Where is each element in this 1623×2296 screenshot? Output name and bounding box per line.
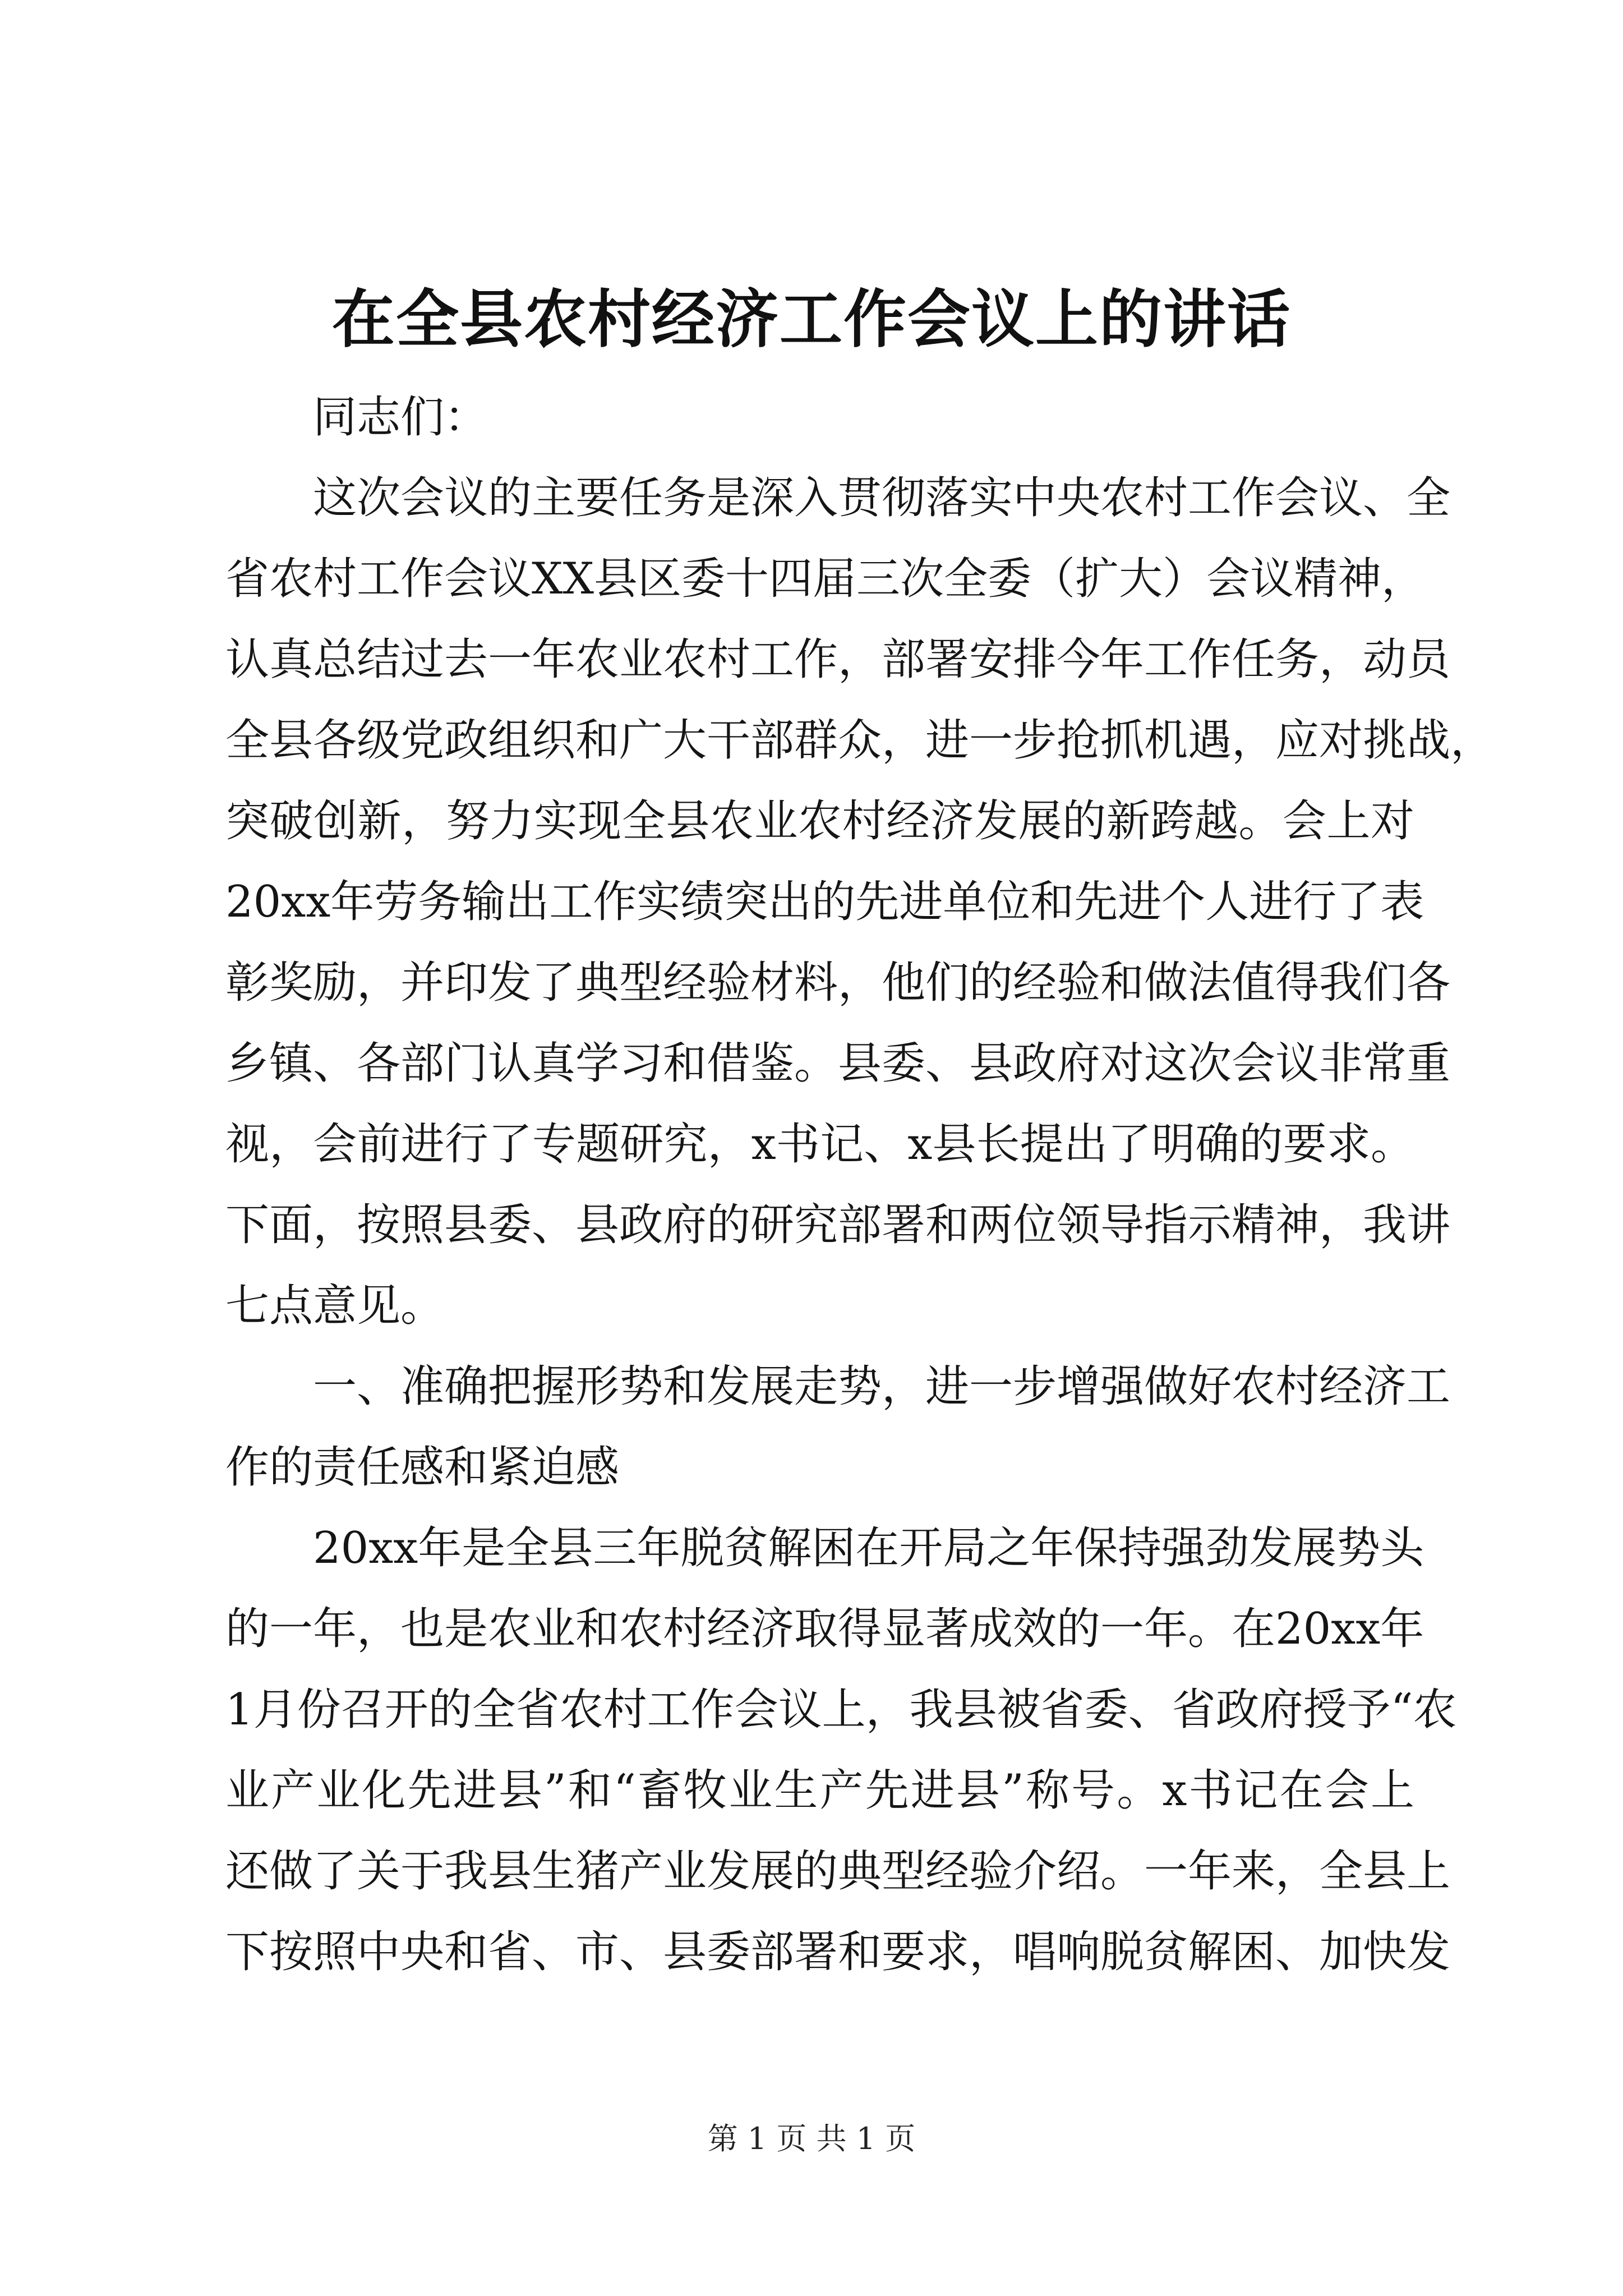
paragraph-line: 还做了关于我县生猪产业发展的典型经验介绍。一年来，全县上 <box>225 1846 1451 1897</box>
paragraph-line: 20xx年是全县三年脱贫解困在开局之年保持强劲发展势头 <box>313 1523 1424 1573</box>
paragraph-line: 业产业化先进县”和“畜牧业生产先进县”称号。x书记在会上 <box>225 1765 1414 1816</box>
page-footer: 第 1 页 共 1 页 <box>707 2121 916 2156</box>
paragraph-1 <box>225 458 1495 1346</box>
paragraph-line: 突破创新，努力实现全县农业农村经济发展的新跨越。会上对 <box>225 796 1414 846</box>
document-body <box>225 377 1495 1993</box>
heading-line: 作的责任感和紧迫感 <box>225 1442 620 1493</box>
paragraph-2 <box>225 1508 1457 1993</box>
salutation: 同志们： <box>313 392 488 443</box>
paragraph-line: 全县各级党政组织和广大干部群众，进一步抢抓机遇，应对挑战， <box>225 715 1495 766</box>
paragraph-line: 七点意见。 <box>225 1281 445 1331</box>
paragraph-line: 省农村工作会议XX县区委十四届三次全委（扩大）会议精神， <box>225 554 1426 604</box>
paragraph-line: 的一年，也是农业和农村经济取得显著成效的一年。在20xx年 <box>225 1604 1424 1654</box>
paragraph-line: 彰奖励，并印发了典型经验材料，他们的经验和做法值得我们各 <box>225 958 1451 1008</box>
paragraph-line: 下按照中央和省、市、县委部署和要求，唱响脱贫解困、加快发 <box>225 1927 1451 1977</box>
paragraph-line: 下面，按照县委、县政府的研究部署和两位领导指示精神，我讲 <box>225 1200 1451 1250</box>
paragraph-line: 乡镇、各部门认真学习和借鉴。县委、县政府对这次会议非常重 <box>225 1038 1451 1089</box>
document-title: 在全县农村经济工作会议上的讲话 <box>332 283 1291 356</box>
paragraph-line: 1月份召开的全省农村工作会议上，我县被省委、省政府授予“农 <box>225 1685 1457 1735</box>
paragraph-line: 视，会前进行了专题研究，x书记、x县长提出了明确的要求。 <box>225 1119 1414 1170</box>
paragraph-line: 20xx年劳务输出工作实绩突出的先进单位和先进个人进行了表 <box>225 877 1424 927</box>
paragraph-line: 认真总结过去一年农业农村工作，部署安排今年工作任务，动员 <box>225 634 1451 685</box>
section-heading-1 <box>225 1346 1451 1508</box>
paragraph-line: 这次会议的主要任务是深入贯彻落实中央农村工作会议、全 <box>313 473 1451 523</box>
heading-line: 一、准确把握形势和发展走势，进一步增强做好农村经济工 <box>313 1361 1451 1412</box>
